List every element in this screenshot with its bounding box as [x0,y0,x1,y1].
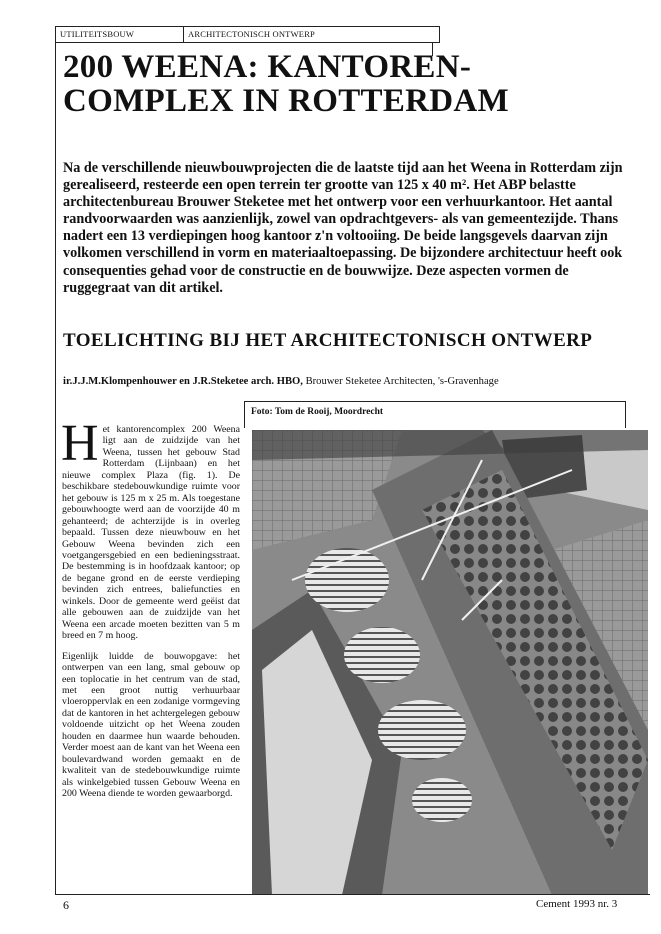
lead-paragraph: Na de verschillende nieuwbouwprojecten die de laatste tijd aan het Weena in Rotterdam zijn gerealiseerd, resteerde een open terrein ter grootte van 125 x 40 m². Het ABP belastte architectenbureau Brouwer Steketee met het ontwerp voor een verhuurkantoor. Het aantal randvoorwaarden was aanzienlijk, zowel van opdrachtgevers- als van gemeentezijde. Thans nadert een 13 verdiepingen hoog kantoor z'n voltooiing. De beide langsgevels daarvan zijn volkomen verschillend in vorm en materiaaltoepassing. De bijzondere architectuur heeft ook consequenties gehad voor de constructie en de bouwwijze. Deze aspecten vormen de ruggegraat van dit artikel. [63,160,623,296]
category-tab: UTILITEITSBOUW [56,27,184,42]
photo-credit: Foto: Tom de Rooij, Moordrecht [251,407,384,417]
aerial-photo [252,430,648,895]
aerial-photo-illustration [252,430,648,895]
author-affiliation: Brouwer Steketee Architecten, 's-Gravenhage [302,376,499,387]
article-title: 200 WEENA: KANTOREN-COMPLEX IN ROTTERDAM [63,49,510,119]
author-names: ir.J.J.M.Klompenhouwer en J.R.Steketee arch. HBO, [63,376,303,387]
drop-cap: H [61,415,99,472]
body-paragraph [61,415,240,642]
section-heading: TOELICHTING BIJ HET ARCHITECTONISCH ONTWERP [63,330,593,351]
page-number: 6 [63,898,69,912]
footer-rule [55,894,650,895]
section-tabs [55,26,440,43]
body-column [61,415,240,809]
subcategory-tab: ARCHITECTONISCH ONTWERP [188,29,315,39]
photo-caption-box [244,401,626,428]
author-line [63,376,653,387]
issue-label: Cement 1993 nr. 3 [536,898,618,910]
body-paragraph: Eigenlijk luidde de bouwopgave: het ontwerpen van een lang, smal gebouw op een toplocatie in het centrum van de stad, met een groot nuttig verhuurbaar vloeroppervlak en een zodanige vormgeving dat de kantoren in het achtergelegen gebouw voldoende uitzicht op het Weena zouden houden en daarmee hun waarde behouden. Verder moest aan de kant van het Weena een boulevardwand worden gemaakt en de kwaliteit van de stedebouwkundige ruimte als winkelgebied tussen Gebouw Weena en 200 Weena diende te worden gewaarborgd. [62,650,240,800]
body-paragraph-text: et kantorencomplex 200 Weena ligt aan de zuidzijde van het Weena, tussen het gebouw Stad Rotterdam (Lijnbaan) en het nieuwe complex Plaza (fig. 1). De beschikbare stedebouwkundige ruimte voor het gebouw is 125 m x 25 m. Als toegestane gebouwhoogte werd aan de voorzijde 40 m gehanteerd; de achterzijde is in overleg bepaald. Tussen deze nieuwbouw en het Gebouw Weena bevinden zich een voetgangersgebied en een bedieningsstraat. De bestemming is in hoofdzaak kantoor; op de begane grond en de eerste verdieping bevinden zich entrees, baliefuncties en winkels. Door de gemeente werd geëist dat alle gebouwen aan de zuidzijde van het Weena een arcade moeten bezitten van 5 m breed en 7 m hoog. [62,424,240,642]
frame-rule [55,42,56,894]
